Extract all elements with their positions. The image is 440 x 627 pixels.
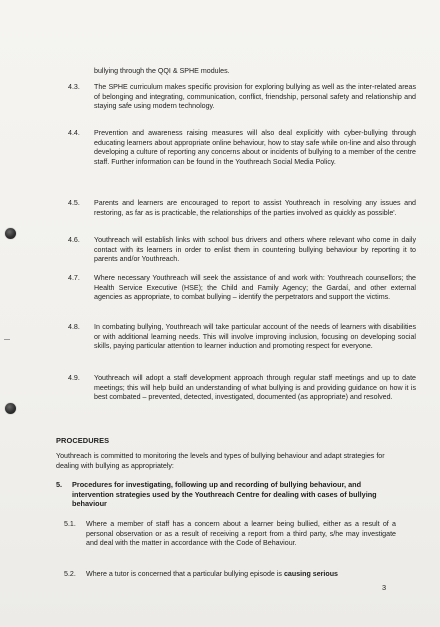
subsection-text: [86, 570, 396, 580]
punch-hole: [5, 403, 16, 414]
paragraph-number: 4.8.: [68, 323, 80, 331]
subsection-text-start: Where a tutor is concerned that a particular bullying episode is: [86, 570, 282, 578]
section-title: Procedures for investigating, following up and recording of bullying behaviour, and intervention strategies used by the Youthreach Centre for dealing with cases of bullying behaviour: [72, 480, 377, 509]
paragraph-number: 4.3.: [68, 83, 80, 91]
margin-mark: [4, 339, 10, 340]
paragraph-number: 4.9.: [68, 374, 80, 382]
paragraph-text: Prevention and awareness raising measures will also deal explicitly with cyber-bullying through educating learners about appropriate online behaviour, how to stay safe while on-line and also through developing a culture of reporting any concerns about or incidents of bullying to a member of the centre staff. Further information can be found in the Youthreach Social Media Policy.: [94, 129, 416, 166]
paragraph-number: 4.7.: [68, 274, 80, 282]
paragraph-text: In combating bullying, Youthreach will take particular account of the needs of learners with disabilities or with additional learning needs. This will involve improving inclusion, focusing on developing social skills, paying particular attention to learner induction and promoting respect for everyone.: [94, 323, 416, 351]
paragraph-text: Youthreach will adopt a staff development approach through regular staff meetings and up to date meetings; this will help build an understanding of what bullying is and providing guidance on how it is best combated – prevented, detected, investigated, documented (as appropriate) and resolved.: [94, 374, 416, 402]
procedures-heading: PROCEDURES: [56, 436, 110, 445]
section-number: 5.: [56, 480, 63, 489]
paragraph-number: 4.5.: [68, 199, 80, 207]
subsection-text-bold: causing serious: [283, 570, 338, 578]
subsection-text: Where a member of staff has a concern about a learner being bullied, either as a result of a personal observation or as a result of receiving a report from a third party, s/he may investigate and deal with the matter in accordance with the Code of Behaviour.: [86, 520, 396, 548]
subsection-number: 5.2.: [64, 570, 76, 578]
page-number: 3: [382, 583, 387, 592]
punch-hole: [5, 228, 16, 239]
subsection-number: 5.1.: [64, 520, 76, 528]
paragraph-text: The SPHE curriculum makes specific provision for exploring bullying as well as the inter-related areas of belonging and integrating, communication, conflict, friendship, personal safety and relationship and staying safe using modern technology.: [94, 83, 416, 111]
paragraph-text: Parents and learners are encouraged to report to assist Youthreach in resolving any issues and restoring, as far as is practicable, the relationships of the parties involved as quickly as possible'.: [94, 199, 416, 217]
continuation-text: bullying through the QQI & SPHE modules.: [94, 67, 230, 75]
procedures-intro: Youthreach is committed to monitoring the levels and types of bullying behaviour and adapt strategies for dealing with bullying as appropriately:: [56, 452, 385, 470]
paragraph-number: 4.4.: [68, 129, 80, 137]
paragraph-text: Where necessary Youthreach will seek the assistance of and work with: Youthreach counsellors; the Health Service Executive (HSE); the Child and Family Agency; the Gardaí, and other external agencies as appropriate, to combat bullying – identify the perpetrators and support the victims.: [94, 274, 416, 302]
paragraph-number: 4.6.: [68, 236, 80, 244]
paragraph-text: Youthreach will establish links with school bus drivers and others where relevant who come in daily contact with its learners in order to enlist them in countering bullying behaviour by reporting it to parents and/or Youthreach.: [94, 236, 416, 264]
